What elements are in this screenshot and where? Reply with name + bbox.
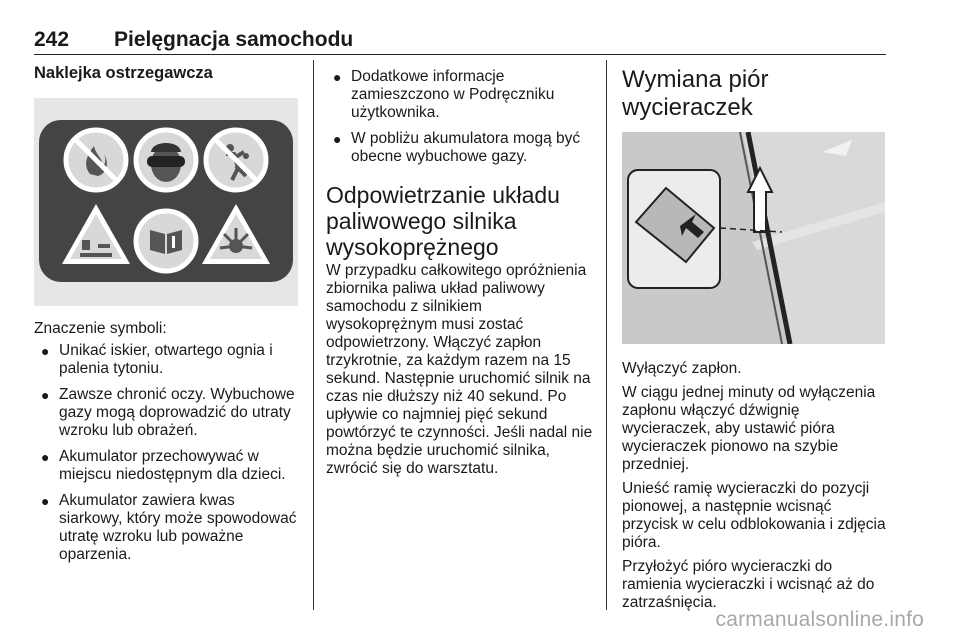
symbols-intro: Znaczenie symboli: — [34, 320, 167, 337]
list-item: ● W pobliżu akumulatora mogą być obecne wybuchowe gazy. — [333, 130, 581, 165]
list-item: ● Akumulator przechowywać w miejscu niedostępnym dla dzieci. — [41, 448, 286, 483]
fuel-bleeding-heading: Odpowietrzanie układu paliwowego silnika wysokoprężnego — [326, 182, 560, 260]
fuel-bleeding-text: W przypadku całkowitego opróżnienia zbiornika paliwa układ paliwowy samochodu z silnikiem wysokoprężnym musi zostać odpowietrzony. Włączyć zapłon trzykrotnie, za każdym razem na 15 sekund. Następnie uruchomić silnik na czas nie dłuższy niż 40 sekund. Po upływie co najmniej pięć sekund powtórzyć te czynności. Jeśli nadal nie można będzie uruchomić silnika, zwrócić się do warsztatu. — [326, 262, 593, 477]
additional-info-list — [326, 68, 594, 166]
symbols-section — [34, 320, 302, 572]
wiper-heading: Wymiana piór wycieraczek — [622, 66, 769, 121]
wiper-step-2: W ciągu jednej minuty od wyłączenia zapłonu włączyć dźwignię wycieraczek, aby ustawić pióra wycieraczek pionowo na szybie przedniej. — [622, 384, 876, 473]
symbols-list — [34, 342, 302, 564]
wiper-step-1: Wyłączyć zapłon. — [622, 360, 742, 377]
wiper-blade-icon — [622, 132, 885, 344]
warning-label-heading: Naklejka ostrzegawcza — [34, 64, 213, 82]
list-item: ● Akumulator zawiera kwas siarkowy, który może spowodować utratę wzroku lub poważne oparzenia. — [41, 492, 297, 563]
wiper-instructions — [622, 360, 888, 618]
list-item: ● Zawsze chronić oczy. Wybuchowe gazy mogą doprowadzić do utraty wzroku lub obrażeń. — [41, 386, 295, 439]
page-header — [34, 22, 886, 55]
list-item: ● Dodatkowe informacje zamieszczono w Podręczniku użytkownika. — [333, 68, 555, 121]
wiper-step-4: Przyłożyć pióro wycieraczki do ramienia wycieraczki i wcisnąć aż do zatrzaśnięcia. — [622, 558, 875, 611]
wiper-step-3: Unieść ramię wycieraczki do pozycji pionowej, a następnie wcisnąć przycisk w celu odblokowania i zdjęcia pióra. — [622, 480, 886, 551]
column-fuel-system — [326, 68, 594, 484]
watermark: carmanualsonline.info — [715, 608, 924, 631]
page-number: 242 — [34, 28, 70, 51]
battery-warning-label-icon — [34, 98, 298, 306]
column-warning-label — [34, 62, 302, 84]
list-item: ● Unikać iskier, otwartego ognia i palenia tytoniu. — [41, 342, 273, 377]
chapter-title: Pielęgnacja samochodu — [114, 28, 354, 51]
column-divider-1 — [313, 60, 314, 610]
column-divider-2 — [606, 60, 607, 610]
